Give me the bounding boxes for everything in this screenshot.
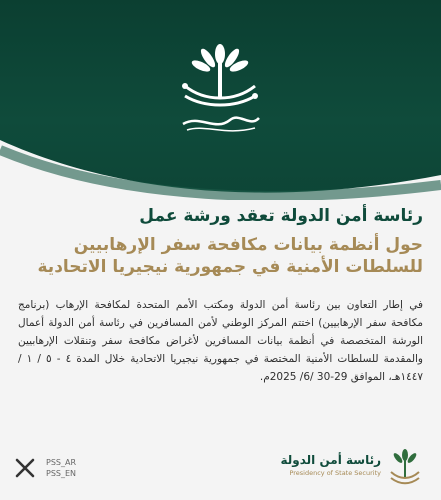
brand-name-en: Presidency of State Security xyxy=(289,469,381,477)
handle-en[interactable]: PSS_EN xyxy=(46,469,77,478)
brand-block xyxy=(271,452,381,478)
brand-name-ar: رئاسة أمن الدولة xyxy=(280,453,381,467)
subtitle: حول أنظمة بيانات مكافحة سفر الإرهابيين للسلطات الأمنية في جمهورية نيجيريا الاتحادية xyxy=(37,235,423,277)
body-paragraph: في إطار التعاون بين رئاسة أمن الدولة ومكتب الأمم المتحدة لمكافحة الإرهاب (برنامج مكافحة سفر الإرهابيين) اختتم المركز الوطني لأمن المسافرين في رئاسة أمن الدولة أعمال الورشة المتخصصة في أنظمة بيانات المسافرين لأغراض مكافحة سفر وتنقلات الإرهابيين والمقدمة للسلطات الأمنية المختصة في جمهورية نيجيريا الاتحادية خلال المدة ٤ - ٥ / ١ /١٤٤٧هـ، الموافق 29-30 /6/ 2025م. xyxy=(18,299,424,383)
handle-ar[interactable]: PSS_AR xyxy=(46,458,77,467)
palm-and-swords-emblem xyxy=(175,40,265,140)
social-handles xyxy=(46,457,76,479)
small-emblem-icon xyxy=(386,448,424,492)
header-banner xyxy=(0,0,441,200)
heading-block xyxy=(18,204,423,278)
main-title: رئاسة أمن الدولة تعقد ورشة عمل xyxy=(139,206,423,226)
x-logo-icon[interactable] xyxy=(14,457,36,479)
